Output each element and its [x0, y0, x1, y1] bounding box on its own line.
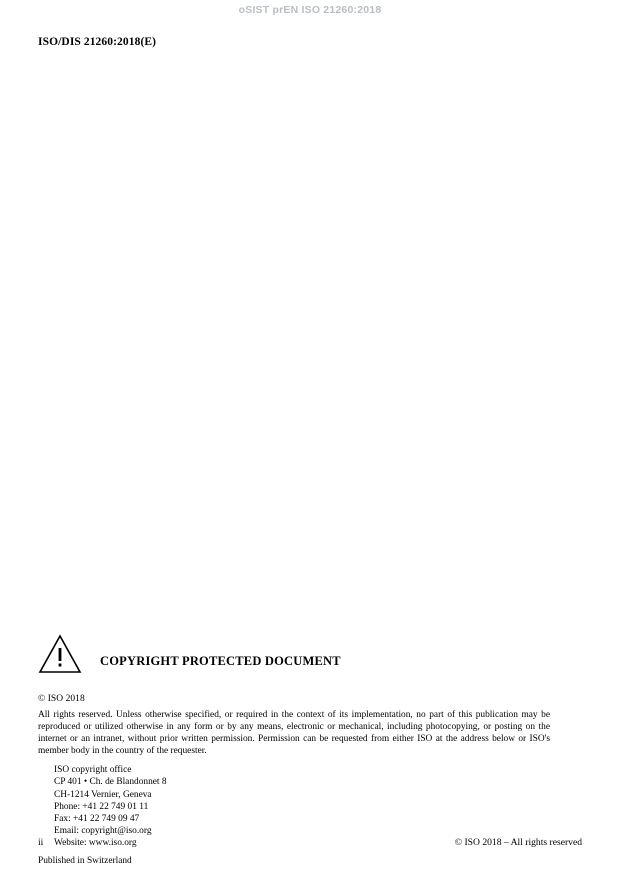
copyright-notice: All rights reserved. Unless otherwise specified, or required in the context of its implementation, no part of this publication may be reproduced or utilized otherwise in any form or by any means, electronic or mechanical, including photocopying, or posting on the internet or an intranet, without prior written permission. Permission can be requested from either ISO at the address below or ISO's member body in the country of the requester.	[38, 710, 550, 757]
footer-rights: © ISO 2018 – All rights reserved	[454, 837, 582, 848]
address-line: CH-1214 Vernier, Geneva	[54, 789, 152, 800]
copyright-block	[38, 630, 550, 866]
address-line: ISO copyright office	[54, 765, 132, 776]
copyright-title: COPYRIGHT PROTECTED DOCUMENT	[100, 653, 341, 668]
page-number: ii	[38, 837, 44, 848]
copyright-year: © ISO 2018	[38, 694, 85, 704]
address-line: Fax: +41 22 749 09 47	[54, 814, 140, 824]
copyright-header	[38, 630, 550, 678]
warning-triangle-icon	[38, 634, 82, 674]
address-line: CP 401 • Ch. de Blandonnet 8	[54, 777, 167, 788]
address-line: Phone: +41 22 749 01 11	[54, 801, 149, 812]
page-footer	[38, 837, 582, 848]
watermark-text: oSIST prEN ISO 21260:2018	[238, 4, 382, 16]
published-in: Published in Switzerland	[38, 855, 132, 866]
address-line-website: Website: www.iso.org	[54, 838, 137, 849]
document-reference: ISO/DIS 21260:2018(E)	[38, 36, 157, 48]
address-line-email: Email: copyright@iso.org	[54, 826, 152, 837]
